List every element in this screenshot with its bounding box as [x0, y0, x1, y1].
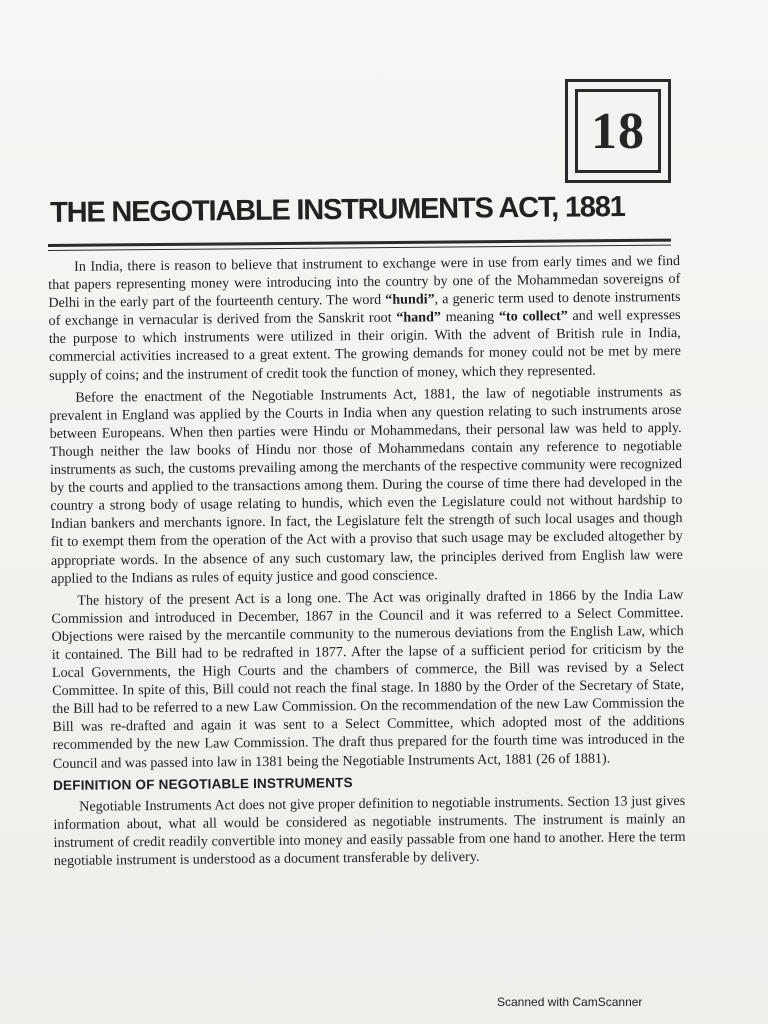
paragraph-3: The history of the present Act is a long one. The Act was originally drafted in 1866 by the India Law Commission and introduced in December, 1867 in the Council and it was referred to a Select Committee. Objections were raised by the mercantile community to the numerous deviations from the English Law, which it contained. The Bill had to be redrafted in 1877. After the lapse of a sufficient period for criticism by the Local Governments, the High Courts and the chambers of commerce, the Bill was revised by a Select Committee. In spite of this, Bill could not reach the final stage. In 1880 by the Order of the Secretary of State, the Bill had to be referred to a new Law Commission. On the recommendation of the new Law Commission the Bill was re-drafted and again it was sent to a Select Committee, which adopted most of the additions recommended by the new Law Commission. The draft thus prepared for the fourth time was introduced in the Council and was passed into law in 1381 being the Negotiable Instruments Act, 1881 (26 of 1881).	[51, 586, 685, 772]
camscanner-watermark: Scanned with CamScanner	[497, 995, 643, 1009]
p1-text-d: and well expresses the purpose to which instruments were utilized in their origin. With the advent of British rule in India, commercial activities increased to a great extent. The growing demands for money could not be met by mere supply of coins; and the instrument of credit took the function of money, which they represented.	[48, 307, 682, 384]
chapter-number-box	[565, 79, 671, 183]
term-hundi: “hundi”	[385, 291, 435, 308]
term-hand: “hand”	[396, 309, 442, 326]
p1-text-c: meaning	[440, 308, 499, 326]
term-to-collect: “to collect”	[498, 308, 568, 325]
section-heading: DEFINITION OF NEGOTIABLE INSTRUMENTS	[52, 774, 353, 793]
p1-text-b: , a generic term used to denote instruments of exchange in vernacular is derived from the Sanskrit root	[48, 289, 681, 330]
chapter-number: 18	[591, 102, 645, 160]
chapter-title: THE NEGOTIABLE INSTRUMENTS ACT, 1881	[50, 190, 625, 229]
paragraph-4: Negotiable Instruments Act does not give proper definition to negotiable instruments. Section 13 just gives information about, what all would be considered as negotiable instruments. The instrument is mainly an instrument of credit readily convertible into money and easily passable from one hand to another. Here the term negotiable instrument is understood as a document transferable by delivery.	[53, 792, 686, 869]
p1-text-a: In India, there is reason to believe that instrument to exchange were in use from early times and we find that papers representing money were introducing into the country by one of the Mohammedan sovereigns of Delhi in the early part of the fourteenth century. The word	[48, 252, 681, 312]
body-text	[48, 252, 686, 874]
paragraph-2: Before the enactment of the Negotiable Instruments Act, 1881, the law of negotiable instruments as prevalent in England was applied by the Courts in India when any question relating to such instruments arose between Europeans. When then parties were Hindu or Mohammedans, their personal law was held to apply. Though neither the law books of Hindu nor those of Mohammedans contain any reference to negotiable instruments as such, the customs prevailing among the merchants of the respective community were recognized by the courts and applied to the transactions among them. During the course of time there had developed in the country a strong body of usage relating to hundis, which even the Legislature could not without hardship to Indian bankers and merchants ignore. In fact, the Legislature felt the strength of such local usages and though fit to exempt them from the operation of the Act with a proviso that such usage may be excluded altogether by appropriate words. In the absence of any such customary law, the principles derived from English law were applied to the Indians as rules of equity justice and good conscience.	[49, 383, 683, 587]
paragraph-1	[48, 252, 681, 385]
chapter-number-inner-frame	[575, 89, 661, 173]
